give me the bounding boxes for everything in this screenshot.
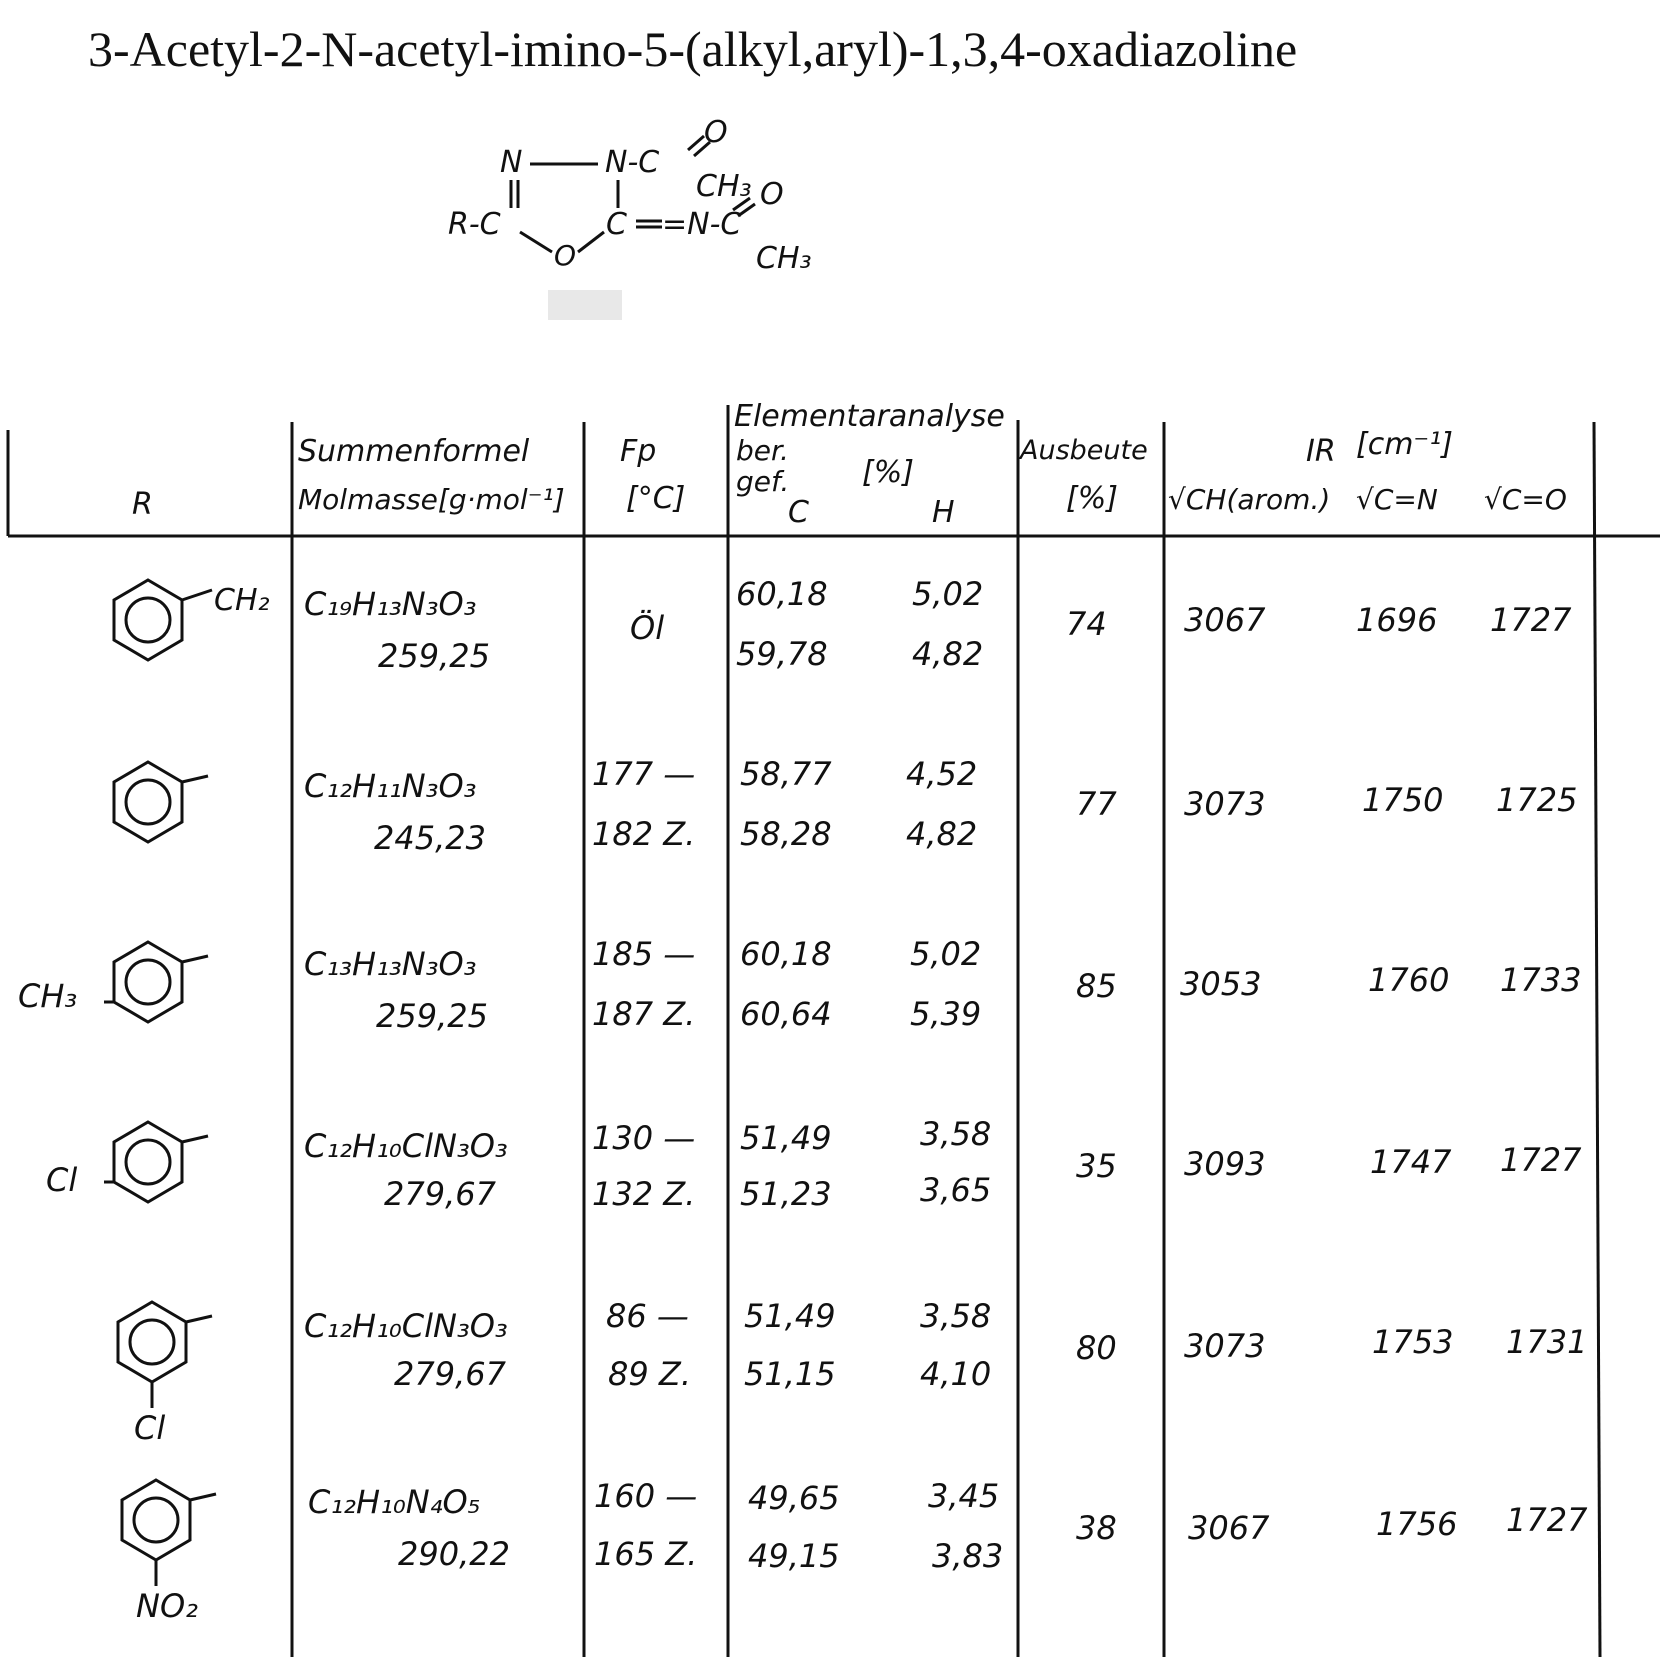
row3-c-gef: 60,64 [740, 995, 832, 1033]
row6-yield: 38 [1076, 1509, 1117, 1547]
benzene-ring-icon [104, 756, 214, 852]
row5-fp2: 89 Z. [608, 1355, 691, 1393]
row4-fp2: 132 Z. [592, 1175, 696, 1213]
row5-substituent: Cl [134, 1409, 166, 1447]
row4-formula: C₁₂H₁₀ClN₃O₃ [304, 1127, 508, 1165]
row5-yield: 80 [1076, 1329, 1117, 1367]
atom-n-right: N-C [605, 145, 660, 180]
row1-c-gef: 59,78 [736, 635, 828, 673]
row6-molmass: 290,22 [398, 1535, 510, 1573]
row5-ir-ch: 3073 [1184, 1327, 1266, 1365]
row6-ir-ch: 3067 [1188, 1509, 1270, 1547]
row2-ir-co: 1725 [1496, 781, 1578, 819]
row1-formula: C₁₉H₁₃N₃O₃ [304, 585, 477, 623]
header-ir-cn: √C=N [1356, 483, 1438, 516]
row2-ir-ch: 3073 [1184, 785, 1266, 823]
row1-fp1: Öl [630, 609, 665, 647]
row4-fp1: 130 — [592, 1119, 696, 1157]
atom-r: R-C [448, 207, 501, 242]
header-r: R [132, 487, 153, 522]
header-percent: [%] [862, 455, 914, 490]
row3-h-ber: 5,02 [910, 935, 982, 973]
header-molmass: Molmasse[g·mol⁻¹] [298, 483, 565, 516]
row3-molmass: 259,25 [376, 997, 488, 1035]
row4-c-gef: 51,23 [740, 1175, 832, 1213]
row2-molmass: 245,23 [374, 819, 486, 857]
row4-ir-co: 1727 [1500, 1141, 1582, 1179]
row2-yield: 77 [1076, 785, 1117, 823]
row6-ir-cn: 1756 [1376, 1505, 1458, 1543]
row5-formula: C₁₂H₁₀ClN₃O₃ [304, 1307, 508, 1345]
atom-o-top: O [704, 115, 728, 150]
header-gef: gef. [736, 465, 790, 498]
row1-ir-ch: 3067 [1184, 601, 1266, 639]
header-ir-ch: √CH(arom.) [1168, 483, 1331, 516]
header-ir-unit: [cm⁻¹] [1356, 427, 1453, 462]
row6-substituent: NO₂ [136, 1587, 198, 1625]
row4-h-gef: 3,65 [920, 1171, 992, 1209]
row3-formula: C₁₃H₁₃N₃O₃ [304, 945, 477, 983]
row1-h-gef: 4,82 [912, 635, 984, 673]
header-fp: Fp [620, 434, 657, 469]
row2-c-gef: 58,28 [740, 815, 832, 853]
header-ausbeute: Ausbeute [1020, 435, 1148, 466]
row1-c-ber: 60,18 [736, 575, 828, 613]
header-h: H [932, 495, 955, 530]
row6-h-ber: 3,45 [928, 1477, 1000, 1515]
row5-c-ber: 51,49 [744, 1297, 836, 1335]
row1-ir-cn: 1696 [1356, 601, 1438, 639]
benzene-ring-icon [104, 936, 214, 1032]
benzene-ring-row1 [104, 574, 214, 670]
header-ir-co: √C=O [1484, 483, 1567, 516]
row3-ir-ch: 3053 [1180, 965, 1262, 1003]
row6-fp1: 160 — [594, 1477, 698, 1515]
row6-c-ber: 49,65 [748, 1479, 840, 1517]
row2-c-ber: 58,77 [740, 755, 832, 793]
row6-fp2: 165 Z. [594, 1535, 698, 1573]
atom-o-mid: O [760, 177, 784, 212]
atom-ch3-top: CH₃ [696, 169, 752, 204]
row2-formula: C₁₂H₁₁N₃O₃ [304, 767, 477, 805]
row3-fp1: 185 — [592, 935, 696, 973]
row5-ir-cn: 1753 [1372, 1323, 1454, 1361]
row5-h-ber: 3,58 [920, 1297, 992, 1335]
benzene-ring-icon [104, 1116, 214, 1212]
row4-ir-cn: 1747 [1370, 1143, 1452, 1181]
header-ber: ber. [736, 434, 789, 467]
row4-ir-ch: 3093 [1184, 1145, 1266, 1183]
row5-h-gef: 4,10 [920, 1355, 992, 1393]
row1-ir-co: 1727 [1490, 601, 1572, 639]
row3-fp2: 187 Z. [592, 995, 696, 1033]
row4-c-ber: 51,49 [740, 1119, 832, 1157]
row2-h-gef: 4,82 [906, 815, 978, 853]
row6-c-gef: 49,15 [748, 1537, 840, 1575]
benzene-ring-icon [104, 574, 214, 670]
atom-o-ring: O [554, 239, 577, 272]
benzene-ring-row3 [104, 936, 214, 1032]
header-ir: IR [1306, 434, 1336, 469]
page-title: 3-Acetyl-2-N-acetyl-imino-5-(alkyl,aryl)-1,3,4-oxadiazoline [88, 21, 1298, 77]
row3-h-gef: 5,39 [910, 995, 982, 1033]
row1-yield: 74 [1066, 605, 1107, 643]
row1-substituent: CH₂ [214, 583, 270, 618]
row3-c-ber: 60,18 [740, 935, 832, 973]
benzene-ring-row4 [104, 1116, 214, 1212]
header-elementaranalyse: Elementaranalyse [734, 399, 1005, 434]
row3-substituent: CH₃ [18, 977, 78, 1015]
header-formula: Summenformel [298, 434, 530, 469]
row2-fp2: 182 Z. [592, 815, 696, 853]
row4-molmass: 279,67 [384, 1175, 496, 1213]
atom-ch3-bottom: CH₃ [756, 241, 812, 276]
row4-h-ber: 3,58 [920, 1115, 992, 1153]
row5-ir-co: 1731 [1506, 1323, 1588, 1361]
row2-h-ber: 4,52 [906, 755, 978, 793]
row4-substituent: Cl [46, 1161, 78, 1199]
row6-formula: C₁₂H₁₀N₄O₅ [308, 1483, 481, 1521]
atom-n-imino: =N-C [662, 207, 742, 242]
row5-c-gef: 51,15 [744, 1355, 836, 1393]
row6-ir-co: 1727 [1506, 1501, 1588, 1539]
row2-fp1: 177 — [592, 755, 696, 793]
row5-molmass: 279,67 [394, 1355, 506, 1393]
row2-ir-cn: 1750 [1362, 781, 1444, 819]
atom-n-left: N [500, 145, 523, 180]
header-c: C [788, 495, 809, 530]
row1-molmass: 259,25 [378, 637, 490, 675]
row1-h-ber: 5,02 [912, 575, 984, 613]
row3-ir-co: 1733 [1500, 961, 1582, 999]
atom-c-imino: C [606, 207, 627, 242]
header-ausbeute-unit: [%] [1066, 481, 1118, 516]
benzene-ring-row2 [104, 756, 214, 852]
row5-fp1: 86 — [606, 1297, 689, 1335]
row4-yield: 35 [1076, 1147, 1117, 1185]
row3-yield: 85 [1076, 967, 1117, 1005]
row6-h-gef: 3,83 [932, 1537, 1004, 1575]
row3-ir-cn: 1760 [1368, 961, 1450, 999]
header-fp-unit: [°C] [626, 481, 686, 516]
